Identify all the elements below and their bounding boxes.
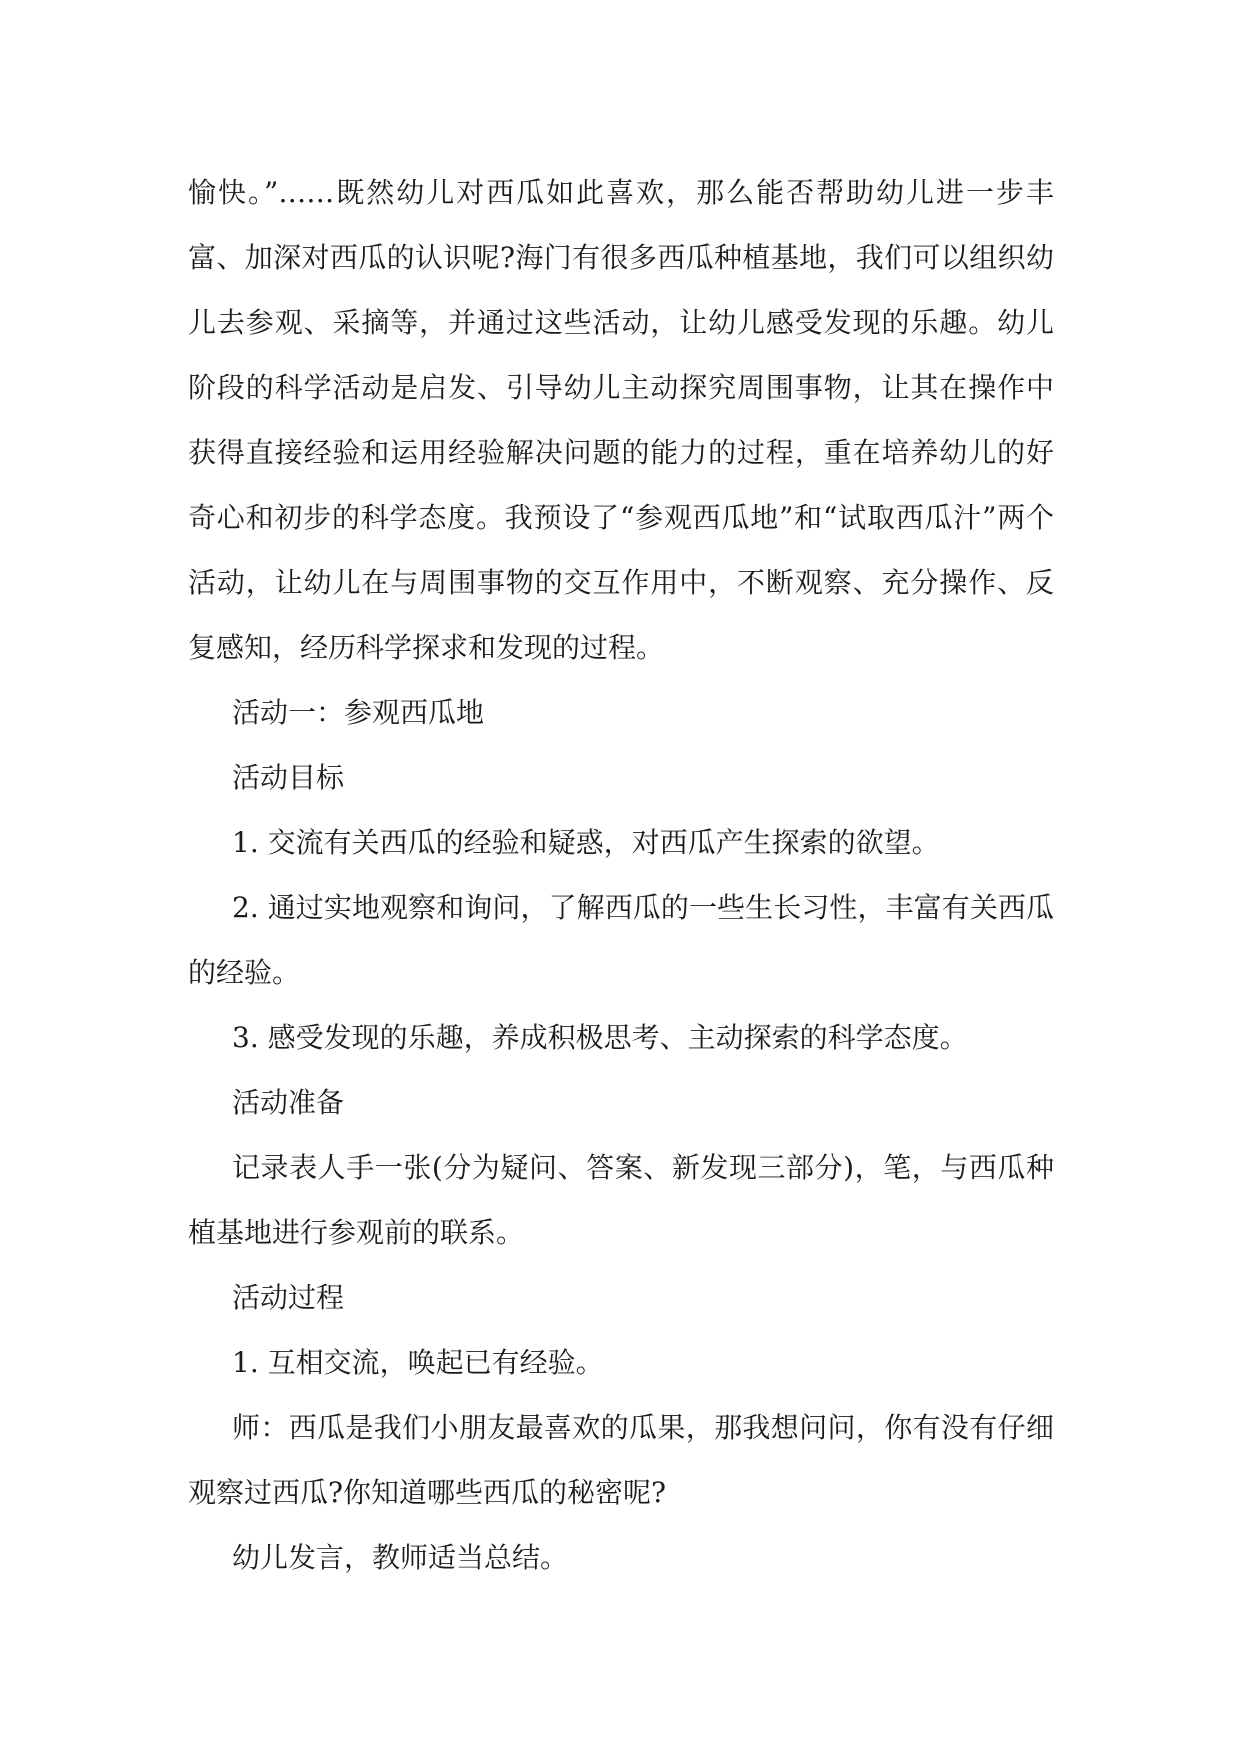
goal-item-2: 2. 通过实地观察和询问，了解西瓜的一些生长习性，丰富有关西瓜的经验。 bbox=[188, 891, 1054, 989]
heading-activity-one: 活动一：参观西瓜地 bbox=[232, 696, 485, 729]
process-step-1: 1. 互相交流，唤起已有经验。 bbox=[232, 1346, 604, 1379]
goal-item-3: 3. 感受发现的乐趣，养成积极思考、主动探索的科学态度。 bbox=[232, 1021, 968, 1054]
document-body bbox=[188, 160, 1054, 1590]
heading-activity-goals: 活动目标 bbox=[232, 761, 345, 794]
teacher-dialogue: 师：西瓜是我们小朋友最喜欢的瓜果，那我想问问，你有没有仔细观察过西瓜?你知道哪些西瓜的秘密呢? bbox=[188, 1411, 1054, 1509]
paragraph-intro-continuation: 愉快。”……既然幼儿对西瓜如此喜欢，那么能否帮助幼儿进一步丰富、加深对西瓜的认识呢?海门有很多西瓜种植基地，我们可以组织幼儿去参观、采摘等，并通过这些活动，让幼儿感受发现的乐趣。幼儿阶段的科学活动是启发、引导幼儿主动探究周围事物，让其在操作中获得直接经验和运用经验解决问题的能力的过程，重在培养幼儿的好奇心和初步的科学态度。我预设了“参观西瓜地”和“试取西瓜汁”两个活动，让幼儿在与周围事物的交互作用中，不断观察、充分操作、反复感知，经历科学探求和发现的过程。 bbox=[188, 176, 1054, 664]
goal-item-1: 1. 交流有关西瓜的经验和疑惑，对西瓜产生探索的欲望。 bbox=[232, 826, 940, 859]
preparation-paragraph: 记录表人手一张(分为疑问、答案、新发现三部分)，笔，与西瓜种植基地进行参观前的联系。 bbox=[188, 1151, 1054, 1249]
children-response: 幼儿发言，教师适当总结。 bbox=[232, 1541, 569, 1574]
heading-activity-process: 活动过程 bbox=[232, 1281, 345, 1314]
heading-activity-preparation: 活动准备 bbox=[232, 1086, 345, 1119]
